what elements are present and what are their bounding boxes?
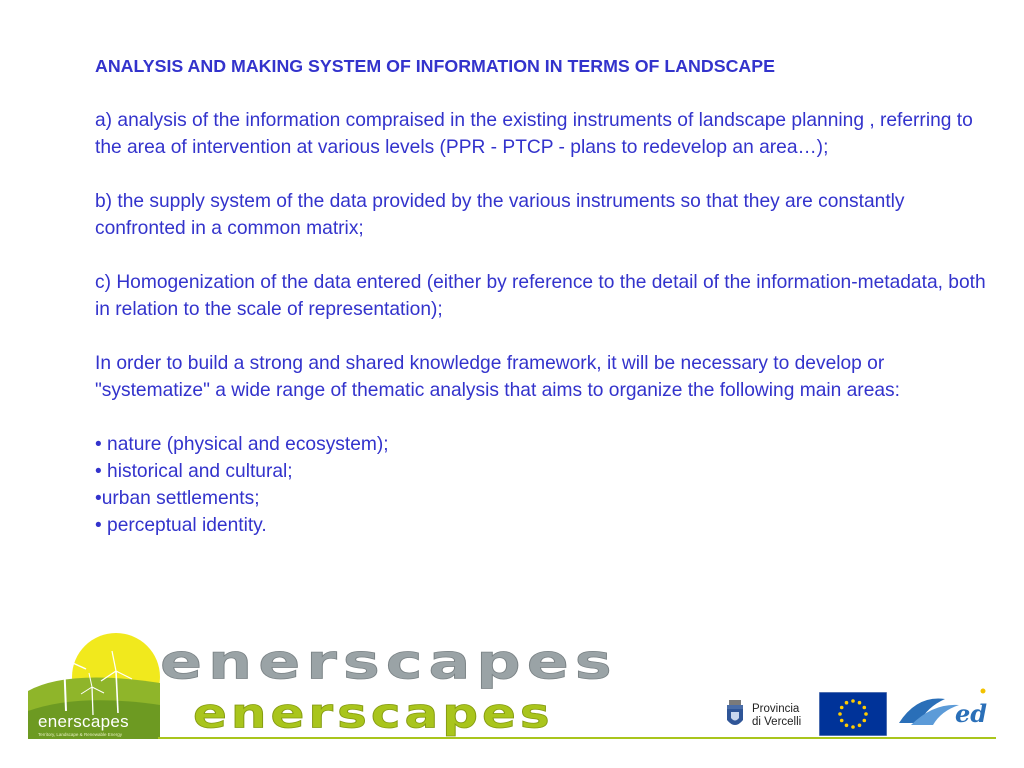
areas-list [95, 431, 995, 539]
list-item: • nature (physical and ecosystem); [95, 434, 389, 455]
logo-subtitle: Territory, Landscape & Renewable Energy [38, 732, 122, 737]
provincia-line1: Provincia [752, 703, 800, 715]
wordmark-grey: enerscapes [160, 633, 618, 691]
provincia-line2: di Vercelli [752, 716, 802, 728]
paragraph-a: a) analysis of the information compraised in the existing instruments of landscape planning , referring to the area of intervention at various levels (PPR - PTCP - plans to redevelop an area…); [95, 110, 973, 158]
logo-label: enerscapes [38, 712, 129, 731]
eu-flag-icon [819, 692, 887, 736]
slide-title: ANALYSIS AND MAKING SYSTEM OF INFORMATION IN TERMS OF LANDSCAPE [95, 56, 775, 76]
list-item: • historical and cultural; [95, 461, 293, 482]
slide-body [95, 53, 995, 539]
coat-of-arms-icon [724, 700, 746, 730]
med-label: ed [955, 699, 988, 728]
list-item: • perceptual identity. [95, 515, 267, 536]
list-item: •urban settlements; [95, 488, 260, 509]
wordmark-green: enerscapes [193, 689, 554, 738]
paragraph-framework: In order to build a strong and shared knowledge framework, it will be necessary to develop or "systematize" a wide range of thematic analysis that aims to organize the following main areas: [95, 353, 900, 401]
provincia-logo [724, 700, 814, 734]
med-logo [897, 685, 992, 735]
paragraph-c: c) Homogenization of the data entered (either by reference to the detail of the information-metadata, both in relation to the scale of representation); [95, 272, 986, 320]
provincia-text [752, 703, 801, 729]
footer-divider [158, 737, 996, 739]
footer [0, 625, 1024, 768]
paragraph-b: b) the supply system of the data provided by the various instruments so that they are constantly confronted in a common matrix; [95, 191, 905, 239]
